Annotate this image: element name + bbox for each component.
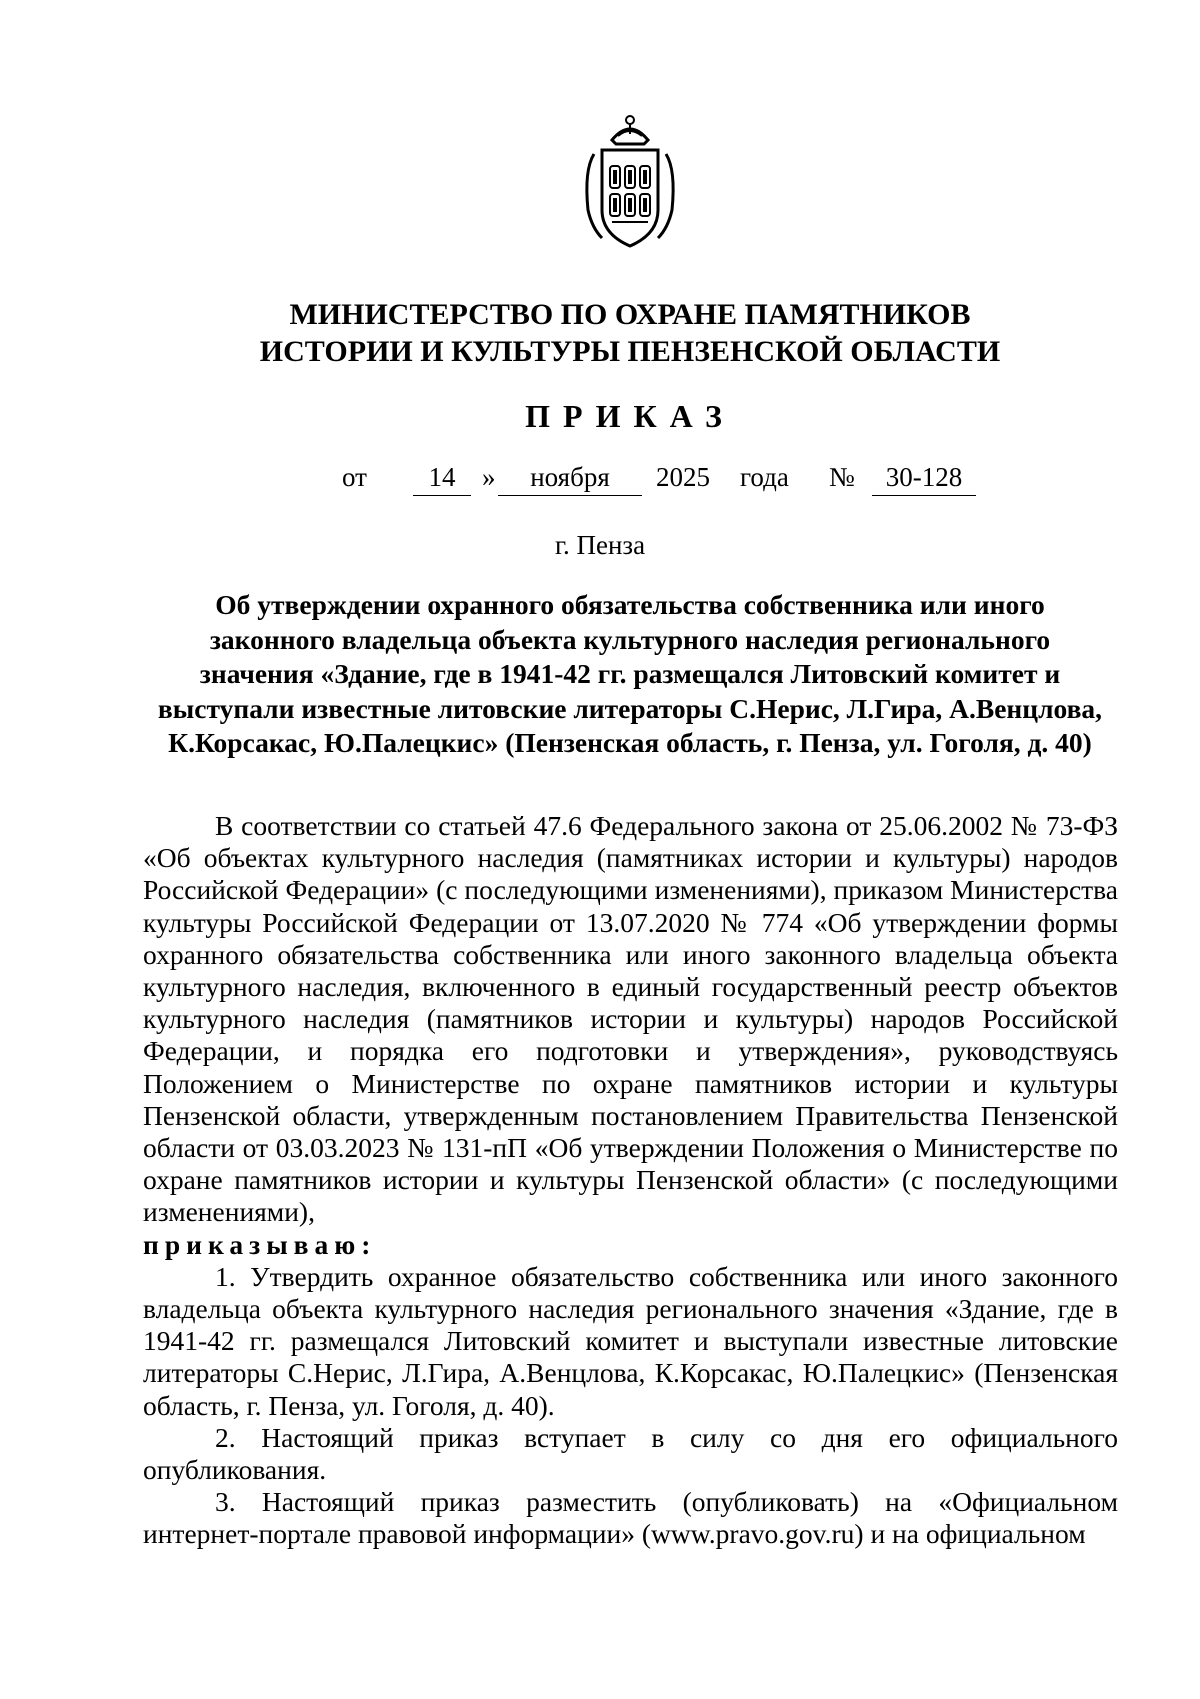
document-title: Об утверждении охранного обязательства собственника или иного законного владельца объекта культурного наследия регионального значения «Здание, где в 1941-42 гг. размещался Литовский комитет и выступали известные литовские литераторы С.Нерис, Л.Гира, А.Венцлова, К.Корсакас, Ю.Палецкис» (Пензенская область, г. Пенза, ул. Гоголя, д. 40) (157, 589, 1103, 758)
ministry-line-2: ИСТОРИИ И КУЛЬТУРЫ ПЕНЗЕНСКОЙ ОБЛАСТИ (259, 335, 1001, 368)
preamble-paragraph: В соответствии со статьей 47.6 Федерального закона от 25.06.2002 № 73-ФЗ «Об объектах культурного наследия (памятниках истории и культуры) народов Российской Федерации» (с последующими изменениями), приказом Министерства культуры Российской Федерации от 13.07.2020 № 774 «Об утверждении формы охранного обязательства собственника или иного законного владельца объекта культурного наследия, включенного в единый государственный реестр объектов культурного наследия (памятников истории и культуры) народов Российской Федерации, и порядка его подготовки и утверждения», руководствуясь Положением о Министерстве по охране памятников истории и культуры Пензенской области, утвержденным постановлением Правительства Пензенской области от 03.03.2023 № 131-пП «Об утверждении Положения о Министерстве по охране памятников истории и культуры Пензенской области» (с последующими изменениями), (143, 810, 1118, 1228)
order-title: ПРИКАЗ (525, 398, 735, 434)
coat-of-arms-icon (572, 110, 688, 254)
quote-close: » (482, 462, 496, 492)
item-1: 1. Утвердить охранное обязательство собственника или иного законного владельца объекта культурного наследия регионального значения «Здание, где в 1941-42 гг. размещался Литовский комитет и выступали известные литовские литераторы С.Нерис, Л.Гира, А.Венцлова, К.Корсакас, Ю.Палецкис» (Пензенская область, г. Пенза, ул. Гоголя, д. 40). (143, 1260, 1118, 1421)
ministry-line-1: МИНИСТЕРСТВО ПО ОХРАНЕ ПАМЯТНИКОВ (289, 298, 971, 331)
order-day: 14 (413, 462, 471, 496)
document-body (143, 810, 1118, 1551)
item-3: 3. Настоящий приказ разместить (опубликовать) на «Официальном интернет-портале правовой информации» (www.pravo.gov.ru) и на официальном (143, 1486, 1118, 1550)
year-word: года (740, 462, 789, 492)
order-word (143, 1229, 1118, 1261)
order-number: 30-128 (872, 462, 976, 496)
city: г. Пенза (554, 530, 646, 560)
order-date-row (0, 462, 1200, 502)
order-month: ноября (498, 462, 642, 496)
ministry-heading (140, 296, 1120, 370)
number-sign: № (829, 462, 855, 492)
item-2: 2. Настоящий приказ вступает в силу со дня его официального опубликования. (143, 1421, 1118, 1486)
order-word-text: приказываю: (143, 1228, 377, 1260)
from-label: от (342, 462, 367, 492)
order-year: 2025 (656, 462, 710, 492)
